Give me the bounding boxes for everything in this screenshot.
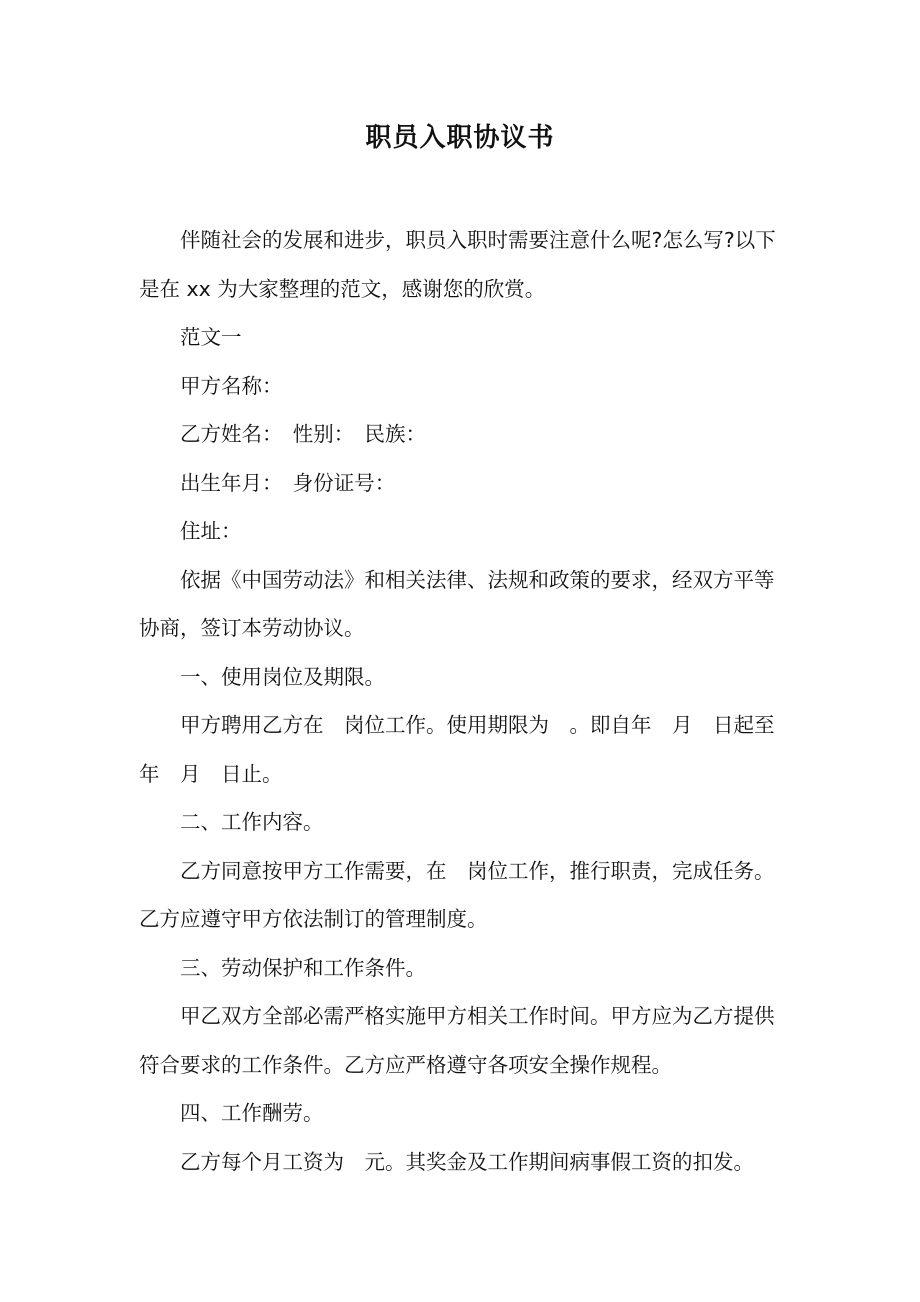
document-title: 职员入职协议书 bbox=[365, 123, 555, 153]
sample-heading: 范文一 bbox=[180, 325, 242, 349]
document-body bbox=[139, 216, 794, 1186]
birth-id-line: 出生年月： 身份证号： bbox=[180, 470, 396, 495]
section-3-heading: 三、劳动保护和工作条件。 bbox=[180, 955, 426, 980]
basis-paragraph: 依据《中国劳动法》和相关法律、法规和政策的要求，经双方平等协商，签订本劳动协议。 bbox=[139, 567, 775, 640]
section-2-paragraph: 乙方同意按甲方工作需要，在 岗位工作，推行职责，完成任务。乙方应遵守甲方依法制订的管理制度。 bbox=[139, 858, 775, 931]
intro-paragraph: 伴随社会的发展和进步，职员入职时需要注意什么呢?怎么写?以下是在 xx 为大家整理的范文，感谢您的欣赏。 bbox=[139, 228, 776, 301]
party-a-name-line: 甲方名称： bbox=[180, 373, 283, 398]
section-1-paragraph: 甲方聘用乙方在 岗位工作。使用期限为 。即自年 月 日起至年 月 日止。 bbox=[139, 713, 775, 786]
section-3-paragraph: 甲乙双方全部必需严格实施甲方相关工作时间。甲方应为乙方提供符合要求的工作条件。乙方应严格遵守各项安全操作规程。 bbox=[139, 1004, 775, 1077]
section-2-heading: 二、工作内容。 bbox=[180, 810, 324, 834]
section-1-heading: 一、使用岗位及期限。 bbox=[180, 664, 385, 689]
section-4-paragraph: 乙方每个月工资为 元。其奖金及工作期间病事假工资的扣发。 bbox=[180, 1149, 754, 1174]
section-4-heading: 四、工作酬劳。 bbox=[180, 1101, 324, 1125]
address-line: 住址： bbox=[180, 519, 242, 543]
party-b-info-line: 乙方姓名： 性别： 民族： bbox=[180, 422, 426, 446]
